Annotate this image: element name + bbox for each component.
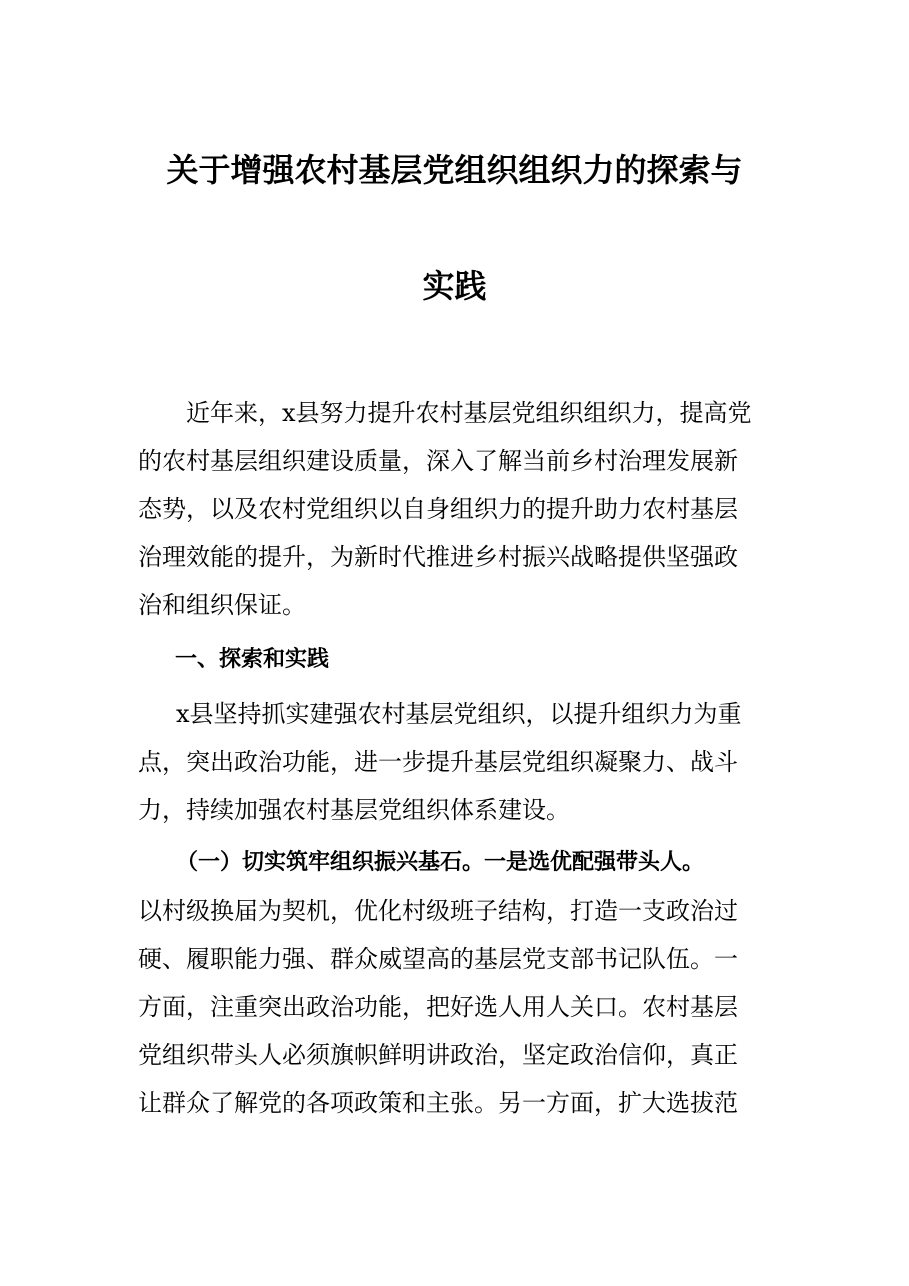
paragraph-line: 的农村基层组织建设质量，深入了解当前乡村治理发展新 (138, 447, 738, 475)
paragraph-line: 力，持续加强农村基层党组织体系建设。 (138, 796, 570, 824)
section-1-paragraph (138, 690, 774, 834)
paragraph-line: x县坚持抓实建强农村基层党组织，以提升组织力为重 (176, 700, 742, 728)
paragraph-line: 治和组织保证。 (138, 591, 306, 619)
paragraph-line: 方面，注重突出政治功能，把好选人用人关口。农村基层 (138, 993, 738, 1021)
section-1-heading: 一、探索和实践 (175, 647, 330, 672)
intro-paragraph (138, 389, 774, 629)
paragraph-line: 治理效能的提升，为新时代推进乡村振兴战略提供坚强政 (138, 543, 738, 571)
paragraph-line: 以村级换届为契机，优化村级班子结构，打造一支政治过 (138, 897, 738, 925)
paragraph-line: 让群众了解党的各项政策和主张。另一方面，扩大选拔范 (138, 1089, 738, 1117)
paragraph-line: 态势，以及农村党组织以自身组织力的提升助力农村基层 (138, 495, 738, 523)
subsection-1-lead: （一）切实筑牢组织振兴基石。一是选优配强带头人。 (176, 850, 705, 875)
document-title-line-2: 实践 (422, 267, 487, 305)
paragraph-line: 党组织带头人必须旗帜鲜明讲政治，坚定政治信仰，真正 (138, 1041, 738, 1069)
paragraph-line: 硬、履职能力强、群众威望高的基层党支部书记队伍。一 (138, 945, 738, 973)
document-title-line-1: 关于增强农村基层党组织组织力的探索与 (166, 151, 743, 189)
paragraph-line: 近年来，x县努力提升农村基层党组织组织力，提高党 (186, 399, 752, 427)
paragraph-line: 点，突出政治功能，进一步提升基层党组织凝聚力、战斗 (138, 748, 738, 776)
subsection-1-paragraph (138, 839, 774, 1127)
